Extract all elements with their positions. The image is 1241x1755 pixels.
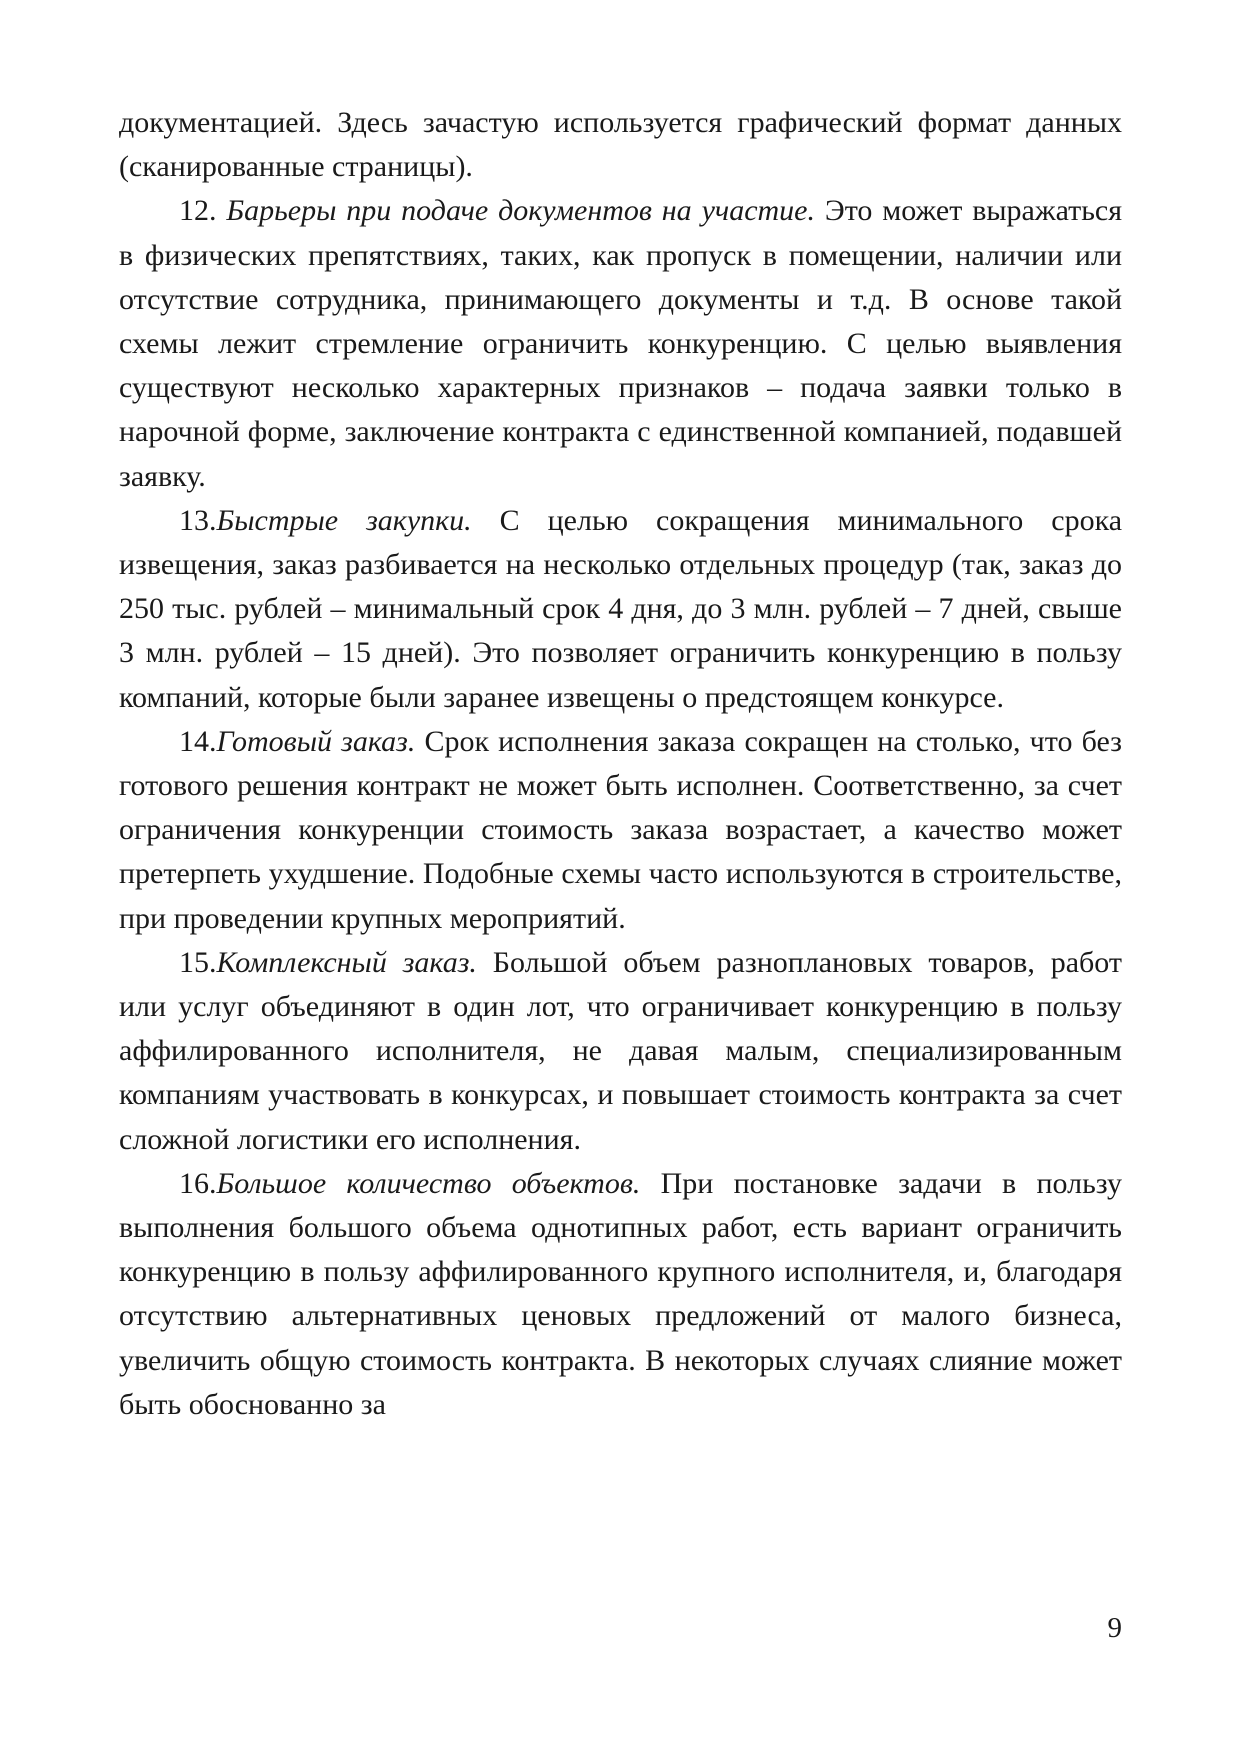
paragraph-text: Срок исполнения заказа сокращен на столько, что без готового решения контракт не может быть исполнен. Соответственно, за счет ограничения конкуренции стоимость заказа возрастает, а качество может претерпеть ухудшение. Подобные схемы часто используются в строительстве, при проведении крупных мероприятий. bbox=[119, 724, 1122, 935]
item-title: Барьеры при подаче документов на участие. bbox=[226, 194, 815, 228]
paragraph-text: Это может выражаться в физических препятствиях, таких, как пропуск в помещении, наличии или отсутствие сотрудника, принимающего документы и т.д. В основе такой схемы лежит стремление ограничить конкуренцию. С целью выявления существуют несколько характерных признаков – подача заявки только в нарочной форме, заключение контракта с единственной компанией, подавшей заявку. bbox=[119, 194, 1123, 493]
item-title: Готовый заказ. bbox=[216, 724, 416, 758]
paragraph-text: С целью сокращения минимального срока извещения, заказ разбивается на несколько отдельных процедур (так, заказ до 250 тыс. рублей – минимальный срок 4 дня, до 3 млн. рублей – 7 дней, свыше 3 млн. рублей – 15 дней). Это позволяет ограничить конкуренцию в пользу компаний, которые были заранее извещены о предстоящем конкурсе. bbox=[119, 503, 1123, 714]
paragraph-item-14 bbox=[119, 720, 1122, 941]
item-number: 15. bbox=[179, 945, 217, 979]
paragraph-item-13 bbox=[119, 499, 1122, 720]
item-number: 16. bbox=[179, 1166, 217, 1200]
paragraph-text: Большой объем разноплановых товаров, работ или услуг объединяют в один лот, что ограничивает конкуренцию в пользу аффилированного исполнителя, не давая малым, специализированным компаниям участвовать в конкурсах, и повышает стоимость контракта за счет сложной логистики его исполнения. bbox=[119, 945, 1122, 1156]
item-number: 14. bbox=[179, 724, 217, 758]
document-page-body bbox=[119, 101, 1122, 1427]
paragraph-text: документацией. Здесь зачастую используется графический формат данных (сканированные страницы). bbox=[119, 106, 1122, 184]
paragraph-continuation bbox=[119, 101, 1122, 189]
item-number: 12. bbox=[179, 194, 227, 228]
paragraph-item-16 bbox=[119, 1162, 1122, 1427]
item-title: Быстрые закупки. bbox=[216, 503, 472, 537]
paragraph-item-12 bbox=[119, 189, 1122, 498]
item-number: 13. bbox=[179, 503, 217, 537]
page-number: 9 bbox=[1107, 1612, 1122, 1644]
item-title: Большое количество объектов. bbox=[216, 1166, 641, 1200]
item-title: Комплексный заказ. bbox=[216, 945, 477, 979]
paragraph-text: При постановке задачи в пользу выполнения большого объема однотипных работ, есть вариант ограничить конкуренцию в пользу аффилированного крупного исполнителя, и, благодаря отсутствию альтернативных ценовых предложений от малого бизнеса, увеличить общую стоимость контракта. В некоторых случаях слияние может быть обоснованно за bbox=[119, 1166, 1122, 1421]
paragraph-item-15 bbox=[119, 941, 1122, 1162]
